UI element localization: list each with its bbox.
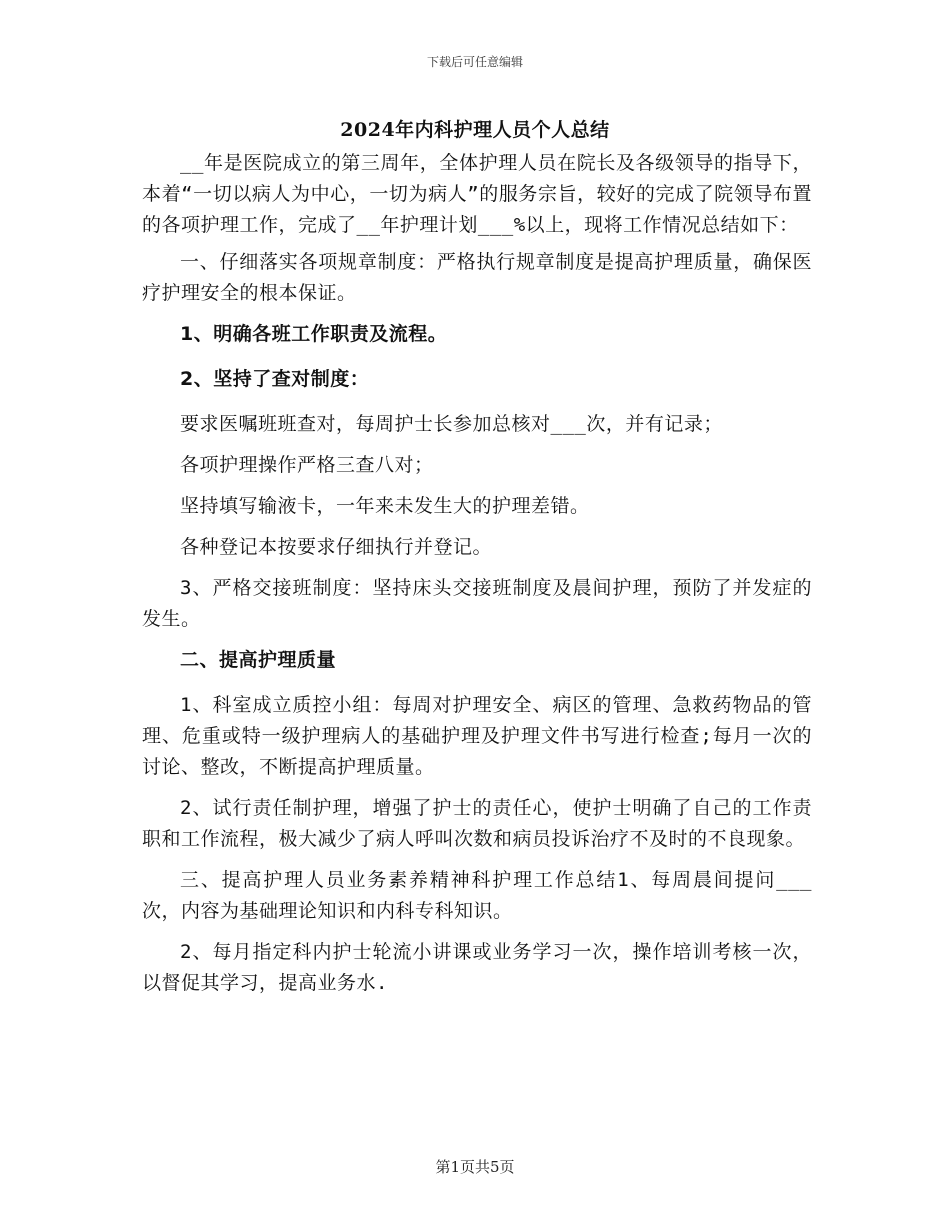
section-heading-quality: 二、提高护理质量 bbox=[180, 649, 337, 671]
paragraph-training: 2、每月指定科内护士轮流小讲课或业务学习一次，操作培训考核一次，以督促其学习，提高业务水. bbox=[142, 941, 812, 994]
document-title: 2024年内科护理人员个人总结 bbox=[340, 119, 610, 141]
paragraph-quality-2: 2、试行责任制护理，增强了护士的责任心，使护士明确了自己的工作责职和工作流程，极大减少了病人呼叫次数和病员投诉治疗不及时的不良现象。 bbox=[142, 797, 812, 850]
page-header: 下载后可任意编辑 bbox=[426, 55, 523, 69]
subheading-check-system: 2、坚持了查对制度： bbox=[180, 368, 370, 390]
list-item: 各种登记本按要求仔细执行并登记。 bbox=[180, 536, 493, 558]
page-footer: 第1页共5页 bbox=[435, 1158, 515, 1176]
list-item: 各项护理操作严格三查八对； bbox=[180, 454, 434, 476]
paragraph-intro: __年是医院成立的第三周年，全体护理人员在院长及各级领导的指导下，本着“一切以病人为中心，一切为病人”的服务宗旨，较好的完成了院领导布置的各项护理工作，完成了__年护理计划___%以上，现将工作情况总结如下： bbox=[142, 152, 812, 236]
document-body bbox=[142, 148, 812, 1009]
paragraph-quality-1: 1、科室成立质控小组：每周对护理安全、病区的管理、急救药物品的管理、危重或特一级护理病人的基础护理及护理文件书写进行检查;每月一次的讨论、整改，不断提高护理质量。 bbox=[142, 694, 812, 778]
paragraph-section-3: 三、提高护理人员业务素养精神科护理工作总结1、每周晨间提问___次，内容为基础理论知识和内科专科知识。 bbox=[142, 869, 812, 922]
list-item: 坚持填写输液卡，一年来未发生大的护理差错。 bbox=[180, 495, 590, 517]
paragraph-section-1: 一、仔细落实各项规章制度：严格执行规章制度是提高护理质量，确保医疗护理安全的根本保证。 bbox=[142, 251, 812, 304]
paragraph-handover: 3、严格交接班制度：坚持床头交接班制度及晨间护理，预防了并发症的发生。 bbox=[142, 577, 812, 630]
subheading-duties: 1、明确各班工作职责及流程。 bbox=[180, 323, 448, 345]
list-item: 要求医嘱班班查对，每周护士长参加总核对___次，并有记录； bbox=[180, 413, 723, 435]
